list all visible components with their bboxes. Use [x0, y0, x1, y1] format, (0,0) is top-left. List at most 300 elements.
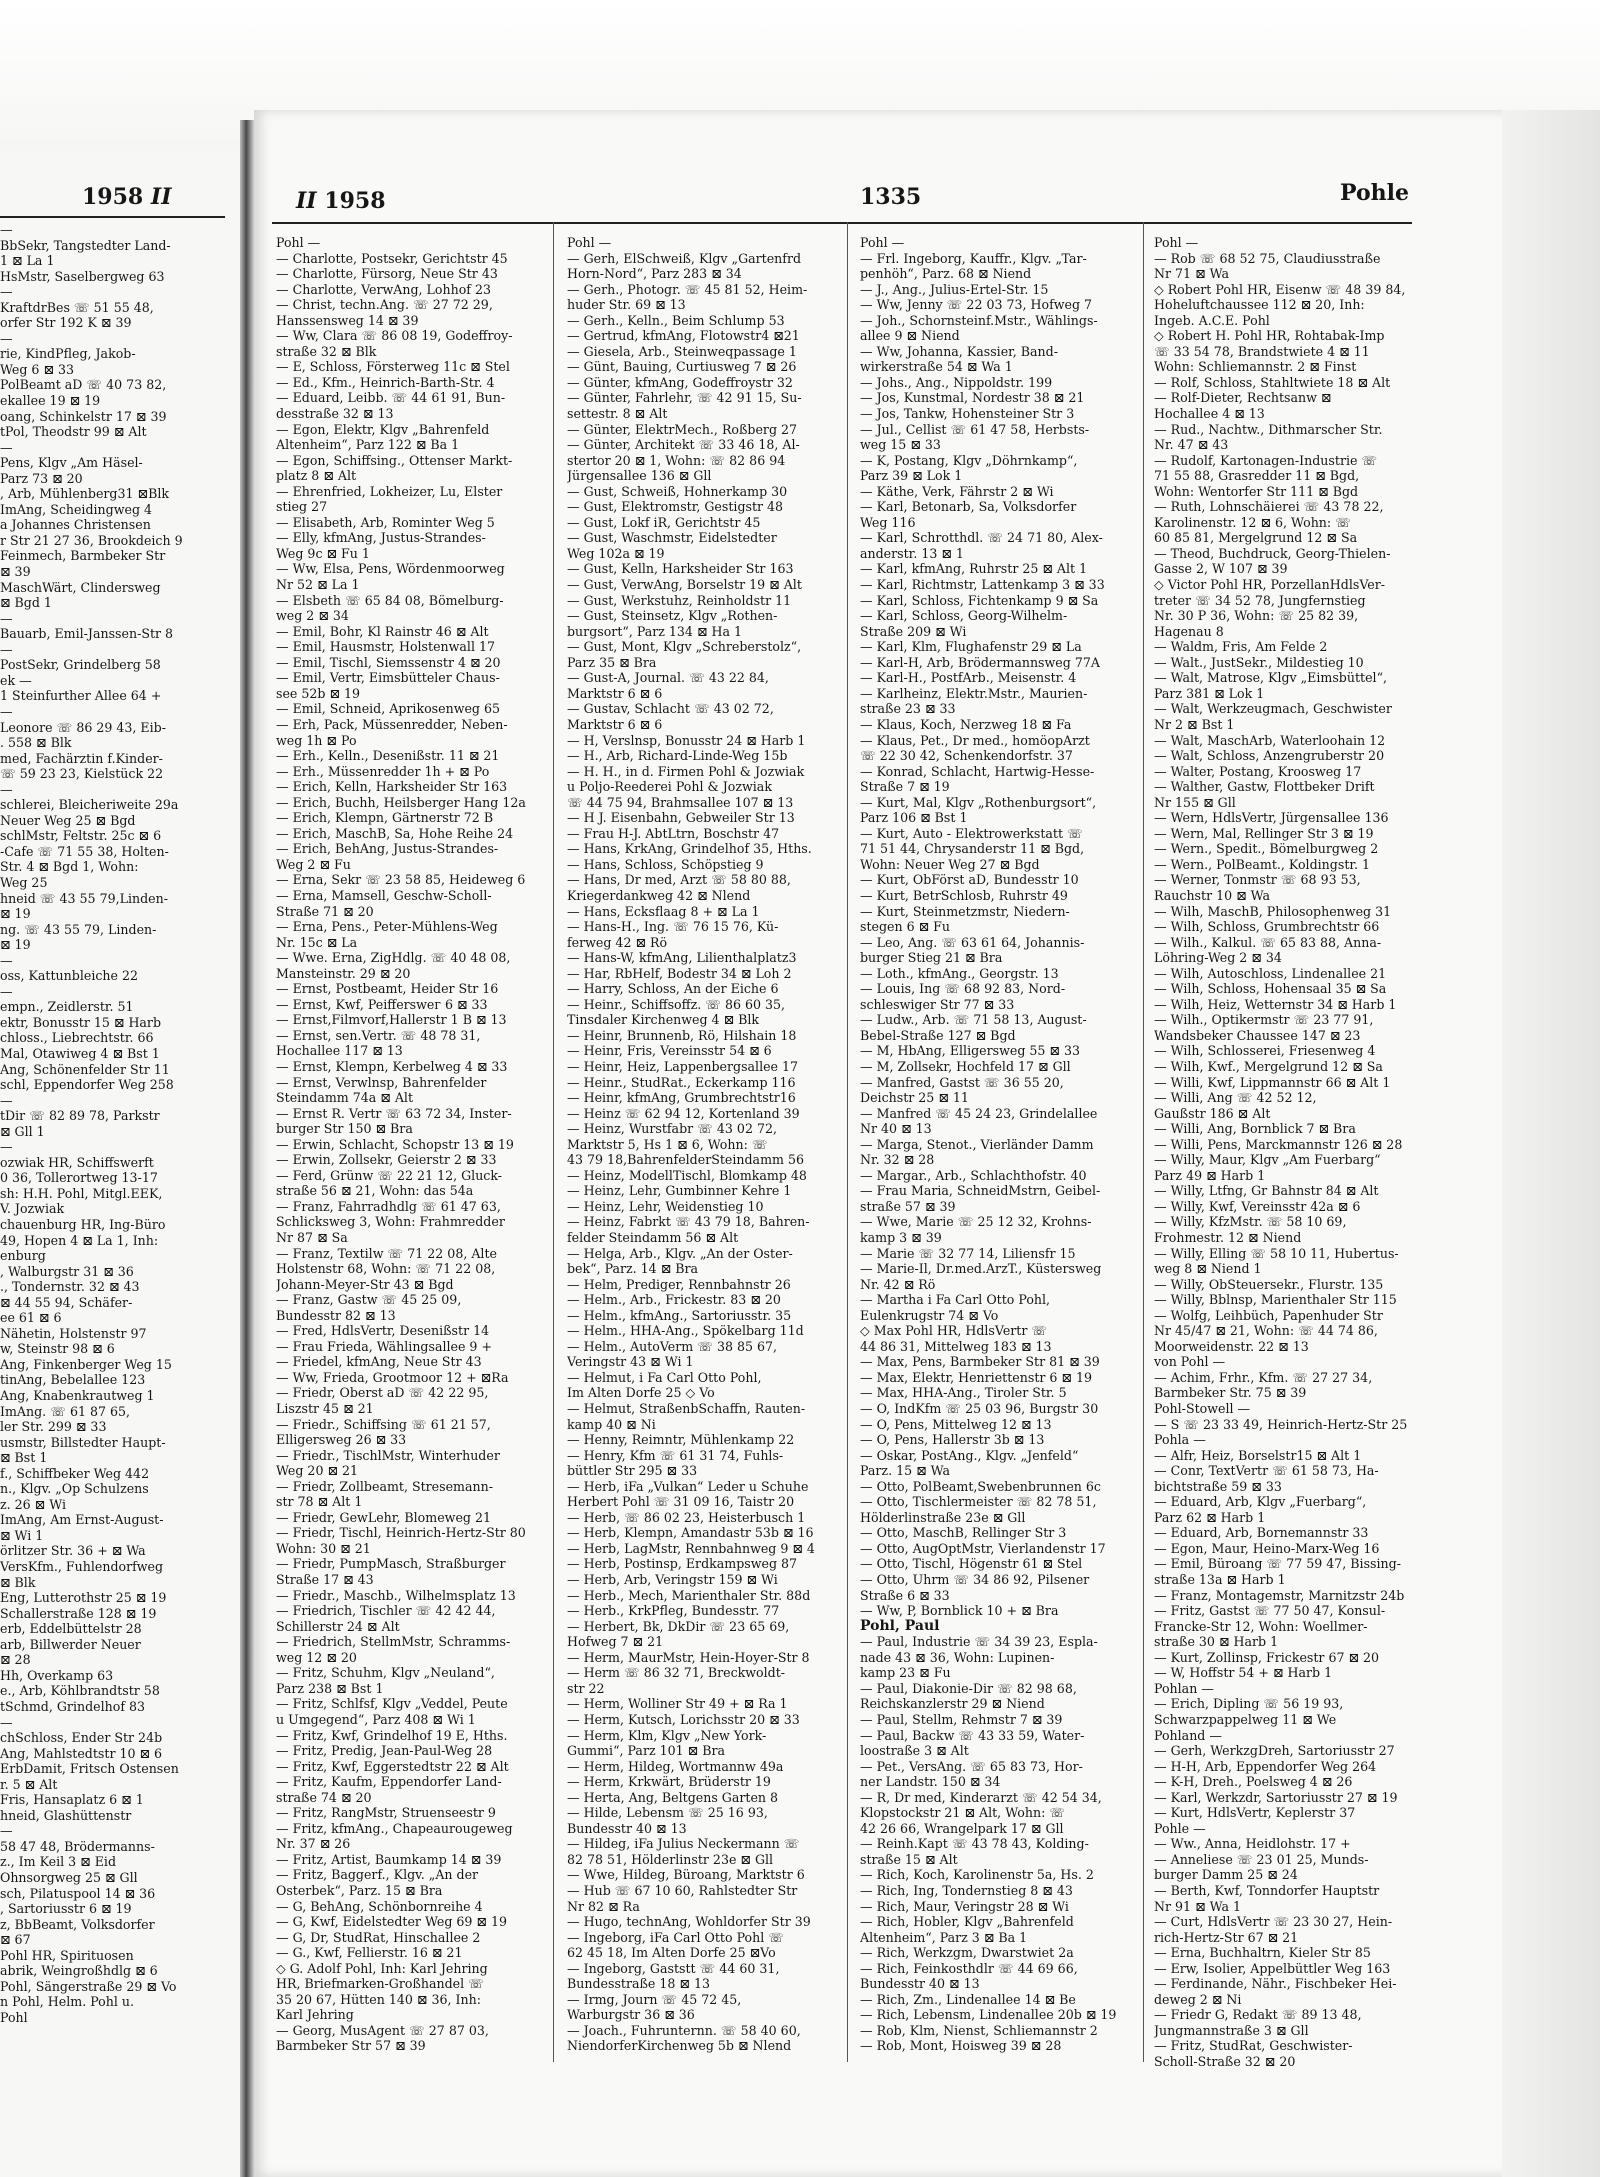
directory-line: — Franz, Montagemstr, Marnitzstr 24b [1154, 1587, 1405, 1603]
directory-line: HsMstr, Saselbergweg 63 [0, 268, 165, 284]
directory-line: Jungmannstraße 3 ⊠ Gll [1154, 2022, 1309, 2038]
directory-line: wirkerstraße 54 ⊠ Wa 1 [860, 359, 1013, 375]
directory-line: — Herm, MaurMstr, Hein-Hoyer-Str 8 [567, 1649, 810, 1665]
directory-line: — Gust, Elektromstr, Gestigstr 48 [567, 499, 784, 515]
directory-line: — Otto, PolBeamt,Swebenbrunnen 6c [860, 1478, 1101, 1494]
directory-line: straße 32 ⊠ Blk [276, 343, 377, 359]
directory-line: — O, Pens, Hallerstr 3b ⊠ 13 [860, 1432, 1045, 1448]
directory-line: Nr. 47 ⊠ 43 [1154, 437, 1229, 453]
directory-line: Wohn: Wentorfer Str 111 ⊠ Bgd [1154, 483, 1359, 499]
directory-line: — Gust, Waschmstr, Eidelstedter [567, 530, 777, 546]
directory-line: — Heinz, Wurstfabr ☏ 43 02 72, [567, 1121, 777, 1137]
right-page-year: 1958 [324, 188, 386, 214]
directory-line: Nähetin, Holstenstr 97 [0, 1325, 147, 1341]
directory-line: — Wilh, Schlosserei, Friesenweg 4 [1154, 1043, 1376, 1059]
directory-line: ⊠ 28 [0, 1652, 31, 1668]
directory-line: — Helm., AutoVerm ☏ 38 85 67, [567, 1338, 778, 1354]
directory-line: Nr. 30 P 36, Wohn: ☏ 25 82 39, [1154, 608, 1359, 624]
directory-line: — Wilh, MaschB, Philosophenweg 31 [1154, 903, 1392, 919]
directory-line: stegen 6 ⊠ Fu [860, 919, 951, 935]
directory-line: — Ferdinande, Nähr., Fischbeker Hei- [1154, 1976, 1397, 1992]
directory-line: — Herb, Postinsp, Erdkampsweg 87 [567, 1556, 798, 1572]
directory-line: ferweg 42 ⊠ Rö [567, 934, 668, 950]
directory-line: — O, IndKfm ☏ 25 03 96, Burgstr 30 [860, 1401, 1099, 1417]
directory-line: — Wwe. Erna, ZigHdlg. ☏ 40 48 08, [276, 950, 511, 966]
directory-line: — Erna, Sekr ☏ 23 58 85, Heideweg 6 [276, 872, 526, 888]
directory-line: Ang, Schönenfelder Str 11 [0, 1061, 170, 1077]
directory-line: — Ernst, sen.Vertr. ☏ 48 78 31, [276, 1027, 481, 1043]
directory-line: — Erich, MaschB, Sa, Hohe Reihe 24 [276, 825, 514, 841]
directory-column-2 [567, 235, 845, 2070]
directory-line: z, BbBeamt, Volksdorfer [0, 1916, 155, 1932]
directory-line: — Rich, Ing, Tondernstieg 8 ⊠ 43 [860, 1882, 1073, 1898]
directory-line: — Karl, Klm, Flughafenstr 29 ⊠ La [860, 639, 1082, 655]
directory-line: — [0, 284, 13, 300]
directory-line: — Fritz, Artist, Baumkamp 14 ⊠ 39 [276, 1851, 502, 1867]
directory-column-1 [276, 235, 550, 2070]
directory-line: Elligersweg 26 ⊠ 33 [276, 1432, 407, 1448]
directory-line: — Paul, Industrie ☏ 34 39 23, Espla- [860, 1634, 1098, 1650]
directory-line: Weg 6 ⊠ 33 [0, 361, 75, 377]
directory-line: ◇ Robert H. Pohl HR, Rohtabak-Imp [1154, 328, 1385, 344]
directory-line: — Fritz, Kaufm, Eppendorfer Land- [276, 1774, 502, 1790]
directory-line: — Emil, Vertr, Eimsbütteler Chaus- [276, 670, 500, 686]
page-number: 1335 [860, 184, 922, 210]
directory-line: 62 45 18, Im Alten Dorfe 25 ⊠Vo [567, 1945, 776, 1961]
directory-line: — Klaus, Pet., Dr med., homöopArzt [860, 732, 1090, 748]
directory-line: ee 61 ⊠ 6 [0, 1310, 62, 1326]
directory-line: — Fred, HdlsVertr, Desenißstr 14 [276, 1323, 490, 1339]
directory-line: Weg 102a ⊠ 19 [567, 545, 665, 561]
directory-line: — Gust-A, Journal. ☏ 43 22 84, [567, 670, 769, 686]
directory-line: 35 20 67, Hütten 140 ⊠ 36, Inh: [276, 1991, 481, 2007]
directory-line: Parz 381 ⊠ Lok 1 [1154, 685, 1265, 701]
directory-line: — Kurt, Auto - Elektrowerkstatt ☏ [860, 825, 1083, 841]
directory-line: — Marga, Stenot., Vierländer Damm [860, 1136, 1094, 1152]
directory-line: — Helmut, i Fa Carl Otto Pohl, [567, 1369, 762, 1385]
directory-line: — Heinr, kfmAng, Grumbrechtstr16 [567, 1090, 796, 1106]
directory-line: — [0, 641, 13, 657]
directory-line: Eulenkrugstr 74 ⊠ Vo [860, 1307, 999, 1323]
directory-line: — Charlotte, Postsekr, Gerichtstr 45 [276, 250, 508, 266]
directory-line: weg 8 ⊠ Niend 1 [1154, 1261, 1262, 1277]
column-divider-2 [847, 222, 848, 2062]
directory-line: burger Damm 25 ⊠ 24 [1154, 1867, 1298, 1883]
directory-column-4 [1154, 235, 1440, 2070]
directory-line: — Günt, Bauing, Curtiusweg 7 ⊠ 26 [567, 359, 797, 375]
directory-line: — H., Arb, Richard-Linde-Weg 15b [567, 748, 788, 764]
directory-line: — Manfred, Gastst ☏ 36 55 20, [860, 1074, 1064, 1090]
directory-line: — G., Kwf, Fellierstr. 16 ⊠ 21 [276, 1945, 463, 1961]
directory-line: — Herm, Hildeg, Wortmannw 49a [567, 1758, 784, 1774]
directory-line: — Reinh.Kapt ☏ 43 78 43, Kolding- [860, 1836, 1089, 1852]
directory-line: — Louis, Ing ☏ 68 92 83, Nord- [860, 981, 1066, 997]
directory-line: — Helm, Prediger, Rennbahnstr 26 [567, 1276, 791, 1292]
right-page-header-rule [272, 222, 1412, 224]
directory-line: straße 23 ⊠ 33 [860, 701, 956, 717]
directory-line: empn., Zeidlerstr. 51 [0, 999, 134, 1015]
directory-line: settestr. 8 ⊠ Alt [567, 406, 668, 422]
directory-line: — Conr, TextVertr ☏ 61 58 73, Ha- [1154, 1463, 1379, 1479]
directory-line: — Berth, Kwf, Tonndorfer Hauptstr [1154, 1882, 1380, 1898]
directory-line: Fris, Hansaplatz 6 ⊠ 1 [0, 1792, 144, 1808]
directory-line: — Willi, Ang ☏ 42 52 12, [1154, 1090, 1317, 1106]
directory-line: tDir ☏ 82 89 78, Parkstr [0, 1108, 160, 1124]
directory-line: — Gust, Werkstuhz, Reinholdstr 11 [567, 592, 792, 608]
directory-line: — Hub ☏ 67 10 60, Rahlstedter Str [567, 1882, 798, 1898]
directory-line: — Klaus, Koch, Nerzweg 18 ⊠ Fa [860, 716, 1072, 732]
directory-line: — H J. Eisenbahn, Gebweiler Str 13 [567, 810, 795, 826]
directory-line: — Günter, Architekt ☏ 33 46 18, Al- [567, 437, 800, 453]
directory-line: sh: H.H. Pohl, Mitgl.EEK, [0, 1185, 163, 1201]
directory-line: — Erna, Buchhaltrn, Kieler Str 85 [1154, 1945, 1371, 1961]
directory-line: — Gustav, Schlacht ☏ 43 02 72, [567, 701, 774, 717]
directory-line: Bauarb, Emil-Janssen-Str 8 [0, 626, 174, 642]
directory-line: — Herm, Klm, Klgv „New York- [567, 1727, 767, 1743]
directory-line: — Kurt, Steinmetzmstr, Niedern- [860, 903, 1070, 919]
directory-line: — Gust, Steinsetz, Klgv „Rothen- [567, 608, 778, 624]
directory-line: ., Tondernstr. 32 ⊠ 43 [0, 1279, 140, 1295]
directory-line: — Friedr., TischlMstr, Winterhuder [276, 1447, 500, 1463]
directory-line: ◇ Max Pohl HR, HdlsVertr ☏ [860, 1323, 1048, 1339]
directory-line: — Walt., JustSekr., Mildestieg 10 [1154, 654, 1364, 670]
directory-line: Horn-Nord“, Parz 283 ⊠ 34 [567, 266, 742, 282]
directory-line: Ang, Knabenkrautweg 1 [0, 1388, 155, 1404]
directory-line: Bundesstraße 18 ⊠ 13 [567, 1976, 710, 1992]
directory-line: — Wilh, Autoschloss, Lindenallee 21 [1154, 965, 1387, 981]
directory-line: Wandsbeker Chaussee 147 ⊠ 23 [1154, 1027, 1361, 1043]
directory-line: — Ernst, Klempn, Kerbelweg 4 ⊠ 33 [276, 1058, 508, 1074]
directory-line: — Erh., Müssenredder 1h + ⊠ Po [276, 763, 490, 779]
directory-line: 1 Steinfurther Allee 64 + [0, 688, 162, 704]
directory-line: — Gerh., Kelln., Beim Schlump 53 [567, 312, 785, 328]
directory-line: med, Fachärztin f.Kinder- [0, 750, 163, 766]
directory-line: allee 9 ⊠ Niend [860, 328, 960, 344]
directory-line: — [0, 1714, 13, 1730]
directory-line: 71 51 44, Chrysanderstr 11 ⊠ Bgd, [860, 841, 1085, 857]
directory-line: — Ehrenfried, Lokheizer, Lu, Elster [276, 483, 503, 499]
directory-line: — Ernst, Verwlnsp, Bahrenfelder [276, 1074, 487, 1090]
directory-line: tSchmd, Grindelhof 83 [0, 1698, 146, 1714]
directory-line: — Käthe, Verk, Fährstr 2 ⊠ Wi [860, 483, 1054, 499]
directory-line: Hanssensweg 14 ⊠ 39 [276, 312, 419, 328]
directory-line: Nr 2 ⊠ Bst 1 [1154, 716, 1235, 732]
directory-line: Pohl — [567, 235, 612, 250]
directory-line: — Herm, Wolliner Str 49 + ⊠ Ra 1 [567, 1696, 788, 1712]
directory-line: ☏ 33 54 78, Brandstwiete 4 ⊠ 11 [1154, 343, 1370, 359]
directory-line: deweg 2 ⊠ Ni [1154, 1991, 1242, 2007]
directory-line: , Arb, Mühlenberg31 ⊠Blk [0, 486, 169, 502]
directory-line: Scholl-Straße 32 ⊠ 20 [1154, 2053, 1296, 2069]
directory-line: — Friedr, Zollbeamt, Stresemann- [276, 1478, 493, 1494]
directory-line: — Rich, Koch, Karolinenstr 5a, Hs. 2 [860, 1867, 1094, 1883]
directory-line: , Walburgstr 31 ⊠ 36 [0, 1263, 134, 1279]
directory-line: — Günter, Fahrlehr, ☏ 42 91 15, Su- [567, 390, 802, 406]
directory-line: abrik, Weingroßhdlg ⊠ 6 [0, 1963, 158, 1979]
directory-line: — Erich, Kelln, Harksheider Str 163 [276, 779, 508, 795]
directory-line: u Poljo-Reederei Pohl & Jozwiak [567, 779, 772, 795]
directory-line: — Rud., Nachtw., Dithmarscher Str. [1154, 421, 1383, 437]
directory-line: — Gust, VerwAng, Borselstr 19 ⊠ Alt [567, 577, 802, 593]
directory-line: 60 85 81, Mergelgrund 12 ⊠ Sa [1154, 530, 1358, 546]
directory-line: -Cafe ☏ 71 55 38, Holten- [0, 843, 169, 859]
directory-line: — Emil, Schneid, Aprikosenweg 65 [276, 701, 501, 717]
directory-line: büttler Str 295 ⊠ 33 [567, 1463, 698, 1479]
directory-line: — Gust, Kelln, Harksheider Str 163 [567, 561, 794, 577]
directory-line: Nr 52 ⊠ La 1 [276, 577, 360, 593]
directory-line: — W, Hoffstr 54 + ⊠ Harb 1 [1154, 1665, 1333, 1681]
directory-line: — Kurt, HdlsVertr, Keplerstr 37 [1154, 1805, 1356, 1821]
directory-line: — Curt, HdlsVertr ☏ 23 30 27, Hein- [1154, 1914, 1393, 1930]
directory-line: 44 86 31, Mittelweg 183 ⊠ 13 [860, 1338, 1052, 1354]
directory-line: bichtstraße 59 ⊠ 33 [1154, 1478, 1282, 1494]
directory-line: enburg [0, 1248, 46, 1264]
directory-line: Schillerstr 24 ⊠ Alt [276, 1618, 400, 1634]
directory-line: ◇ G. Adolf Pohl, Inh: Karl Jehring [276, 1960, 488, 1976]
directory-line: Parz 73 ⊠ 20 [0, 470, 83, 486]
directory-line: Weg 116 [860, 514, 916, 530]
directory-line: Steindamm 74a ⊠ Alt [276, 1090, 414, 1106]
directory-line: — Hans, KrkAng, Grindelhof 35, Hths. [567, 841, 812, 857]
directory-line: chauenburg HR, Ing-Büro [0, 1217, 166, 1232]
directory-line: Moorweidenstr. 22 ⊠ 13 [1154, 1338, 1309, 1354]
directory-line: — Egon, Maur, Heino-Marx-Weg 16 [1154, 1540, 1380, 1556]
directory-line: — Fritz, Predig, Jean-Paul-Weg 28 [276, 1743, 493, 1759]
directory-line: — Karl, Richtmstr, Lattenkamp 3 ⊠ 33 [860, 577, 1105, 593]
directory-line: Schwarzpappelweg 11 ⊠ We [1154, 1711, 1337, 1727]
directory-line: — Margar., Arb., Schlachthofstr. 40 [860, 1167, 1087, 1183]
directory-line: — Wilh, Heiz, Wetternstr 34 ⊠ Harb 1 [1154, 996, 1397, 1012]
directory-line: Marktstr 6 ⊠ 6 [567, 685, 663, 701]
directory-line: Ang, Mahlstedtstr 10 ⊠ 6 [0, 1745, 163, 1761]
left-page-column [0, 222, 225, 2172]
directory-line: — Gust, Schweiß, Hohnerkamp 30 [567, 483, 788, 499]
directory-line: — Anneliese ☏ 23 01 25, Munds- [1154, 1851, 1369, 1867]
directory-line: ⊠ Blk [0, 1574, 36, 1590]
directory-line: Feinmech, Barmbeker Str [0, 548, 166, 564]
directory-line: felder Steindamm 56 ⊠ Alt [567, 1230, 739, 1245]
directory-line: — Marie ☏ 32 77 14, Liliensfr 15 [860, 1245, 1076, 1261]
directory-line: — Walt, Werkzeugmach, Geschwister [1154, 701, 1392, 717]
directory-line: — Herm, Krkwärt, Brüderstr 19 [567, 1774, 771, 1790]
directory-line: — Oskar, PostAng., Klgv. „Jenfeld“ [860, 1447, 1079, 1463]
directory-line: penhöh“, Parz. 68 ⊠ Niend [860, 266, 1032, 282]
directory-line: — Otto, Uhrm ☏ 34 86 92, Pilsener [860, 1572, 1090, 1588]
left-page-header [82, 184, 172, 210]
directory-line: hneid, Glashüttenstr [0, 1807, 132, 1823]
directory-line: — S ☏ 23 33 49, Heinrich-Hertz-Str 25 [1154, 1416, 1408, 1432]
directory-line: — H-H, Arb, Eppendorfer Weg 264 [1154, 1758, 1377, 1774]
directory-line: weg 1h ⊠ Po [276, 732, 357, 748]
directory-line: — Ernst, Kwf, Peifferswег 6 ⊠ 33 [276, 996, 488, 1012]
directory-line: — Har, RbHelf, Bodestr 34 ⊠ Loh 2 [567, 965, 792, 981]
directory-line: Pohl — [1154, 235, 1199, 250]
directory-line: — Elisabeth, Arb, Rominter Weg 5 [276, 514, 495, 530]
directory-line: Osterbek“, Parz. 15 ⊠ Bra [276, 1882, 443, 1898]
directory-line: MaschWärt, Clindersweg [0, 579, 161, 595]
directory-line: — Hans-W, kfmAng, Lilienthalplatz3 [567, 950, 797, 966]
directory-line: Gaußstr 186 ⊠ Alt [1154, 1105, 1271, 1121]
directory-line: ⊠ Bst 1 [0, 1450, 48, 1466]
directory-line: — Willy, Ltfng, Gr Bahnstr 84 ⊠ Alt [1154, 1183, 1379, 1199]
directory-line: — Helm., HHA-Ang., Spökelbarg 11d [567, 1323, 804, 1339]
directory-line: — Friedr., Schiffsing ☏ 61 21 57, [276, 1416, 491, 1432]
directory-line: straße 74 ⊠ 20 [276, 1789, 372, 1805]
directory-line: — [0, 952, 13, 968]
directory-line: — Kurt, Zollinsp, Frickestr 67 ⊠ 20 [1154, 1649, 1380, 1665]
directory-line: — Eduard, Leibb. ☏ 44 61 91, Bun- [276, 390, 506, 406]
directory-line: örlitzer Str. 36 + ⊠ Wa [0, 1543, 146, 1559]
directory-line: — Wilh, Kwf., Mergelgrund 12 ⊠ Sa [1154, 1058, 1383, 1074]
directory-line: — Erich, Dipling ☏ 56 19 93, [1154, 1696, 1344, 1712]
directory-line: Schlicksweg 3, Wohn: Frahmredder [276, 1214, 505, 1230]
directory-line: Johann-Meyer-Str 43 ⊠ Bgd [276, 1276, 454, 1292]
directory-line: — Emil, Bohr, Kl Rainstr 46 ⊠ Alt [276, 623, 489, 639]
directory-line: — Wolfg, Leihbüch, Papenhuder Str [1154, 1307, 1383, 1323]
directory-line: Herbert Pohl ☏ 31 09 16, Taistr 20 [567, 1494, 795, 1510]
directory-line: sch, Pilatuspool 14 ⊠ 36 [0, 1885, 156, 1901]
directory-line: Nr 45/47 ⊠ 21, Wohn: ☏ 44 74 86, [1154, 1323, 1378, 1339]
directory-line: — Waldm, Fris, Am Felde 2 [1154, 639, 1328, 655]
directory-line: Karl Jehring [276, 2007, 354, 2023]
directory-line: Nr. 32 ⊠ 28 [860, 1152, 935, 1168]
directory-line: — Fritz, Gastst ☏ 77 50 47, Konsul- [1154, 1603, 1386, 1619]
directory-line: Nr. 37 ⊠ 26 [276, 1836, 351, 1852]
directory-line: Nr 82 ⊠ Ra [567, 1898, 640, 1914]
directory-line: — Karl, Schloss, Fichtenkamp 9 ⊠ Sa [860, 592, 1099, 608]
directory-line: Barmbeker Str 57 ⊠ 39 [276, 2038, 426, 2054]
directory-line: — Herta, Ang, Beltgens Garten 8 [567, 1789, 779, 1805]
directory-line: — Helm., Arb., Frickestr. 83 ⊠ 20 [567, 1292, 781, 1308]
directory-line: Neuer Weg 25 ⊠ Bgd [0, 812, 136, 828]
directory-line: — Ww, Elsa, Pens, Wördenmoorweg [276, 561, 505, 577]
directory-line: — K-H, Dreh., Poelsweg 4 ⊠ 26 [1154, 1774, 1353, 1790]
directory-line: 43 79 18,BahrenfelderSteindamm 56 [567, 1152, 804, 1168]
directory-line: — Erich, BehAng, Justus-Strandes- [276, 841, 499, 857]
directory-line: — Fritz, Kwf, Grindelhof 19 E, Hths. [276, 1727, 508, 1743]
directory-line: — Herb, LagMstr, Rennbahnweg 9 ⊠ 4 [567, 1540, 815, 1556]
directory-line: — Franz, Textilw ☏ 71 22 08, Alte [276, 1245, 497, 1261]
directory-line: Tinsdaler Kirchenweg 4 ⊠ Blk [567, 1012, 760, 1028]
directory-line: Pens, Klgv „Am Häsel- [0, 455, 143, 471]
directory-line: — Otto, MaschB, Rellinger Str 3 [860, 1525, 1067, 1541]
directory-line: — Gerh., Photogr. ☏ 45 81 52, Heim- [567, 281, 808, 297]
directory-line: straße 57 ⊠ 39 [860, 1198, 956, 1214]
directory-line: Parz 238 ⊠ Bst 1 [276, 1680, 384, 1696]
directory-line: Bundesstr 40 ⊠ 13 [860, 1976, 980, 1992]
directory-line: — Fritz, Schuhm, Klgv „Neuland“, [276, 1665, 495, 1681]
directory-line: — [0, 439, 13, 455]
directory-line: — Heinr, Brunnenb, Rö, Hilshain 18 [567, 1027, 797, 1043]
directory-line: NiendorferKirchenweg 5b ⊠ Nlend [567, 2038, 792, 2054]
directory-line: — Willy, Kwf, Vereinsstr 42a ⊠ 6 [1154, 1198, 1361, 1214]
directory-line: — Willy, ObSteuersekr., Flurstr. 135 [1154, 1276, 1384, 1292]
directory-line: r Str 21 27 36, Brookdeich 9 [0, 532, 183, 548]
directory-line: — Wern., Spedit., Bömelburgweg 2 [1154, 841, 1379, 857]
directory-line: — Martha i Fa Carl Otto Pohl, [860, 1292, 1051, 1308]
directory-line: — Eduard, Arb, Klgv „Fuerbarg“, [1154, 1494, 1367, 1510]
directory-line: Nr 87 ⊠ Sa [276, 1230, 348, 1245]
directory-line: 82 78 51, Hölderlinstr 23e ⊠ Gll [567, 1851, 774, 1867]
directory-line: Hagenau 8 [1154, 623, 1224, 639]
directory-line: — Frau Frieda, Wählingsallee 9 + [276, 1338, 492, 1354]
directory-line: — Manfred ☏ 45 24 23, Grindelallee [860, 1105, 1098, 1121]
left-page-roman: II [150, 184, 172, 210]
directory-line: burgsort“, Parz 134 ⊠ Ha 1 [567, 623, 743, 639]
directory-line: — Gerh, WerkzgDreh, Sartoriusstr 27 [1154, 1743, 1395, 1759]
directory-line: Parz 35 ⊠ Bra [567, 654, 657, 670]
directory-line: — Helmut, StraßenbSchaffn, Rauten- [567, 1401, 806, 1417]
directory-line: — Ernst, Postbeamt, Heider Str 16 [276, 981, 499, 997]
directory-line: — G, Kwf, Eidelstedter Weg 69 ⊠ 19 [276, 1914, 508, 1930]
directory-line: huder Str. 69 ⊠ 13 [567, 297, 686, 313]
directory-line: Im Alten Dorfe 25 ◇ Vo [567, 1385, 715, 1401]
directory-line: — Egon, Schiffsing., Ottenser Markt- [276, 452, 513, 468]
directory-line: Str. 4 ⊠ Bgd 1, Wohn: [0, 859, 139, 875]
directory-line: Löhring-Weg 2 ⊠ 34 [1154, 950, 1282, 966]
directory-line: — Rich, Werkzgm, Dwarstwiet 2a [860, 1945, 1074, 1961]
directory-line: Holstenstr 68, Wohn: ☏ 71 22 08, [276, 1261, 496, 1277]
directory-line: — Joh., Schornsteinf.Mstr., Wählings- [860, 312, 1098, 328]
directory-line: ler Str. 299 ⊠ 33 [0, 1419, 107, 1435]
directory-line: Pohl — [276, 235, 321, 250]
directory-line: — Henry, Kfm ☏ 61 31 74, Fuhls- [567, 1447, 784, 1463]
directory-line: Parz 49 ⊠ Harb 1 [1154, 1167, 1266, 1183]
catchword: Pohle [1340, 180, 1409, 206]
directory-line: — Heinz, Lehr, Gumbinner Kehre 1 [567, 1183, 792, 1199]
left-page [0, 150, 240, 2177]
directory-line: — Ruth, Lohnschäierei ☏ 43 78 22, [1154, 499, 1384, 515]
directory-line: — Hugo, technAng, Wohldorfer Str 39 [567, 1914, 811, 1930]
directory-line: — [0, 983, 13, 999]
directory-line: ⊠ 19 [0, 906, 31, 922]
directory-line: Pohl HR, Spirituosen [0, 1947, 134, 1963]
directory-line: — Pet., VersAng. ☏ 65 83 73, Hor- [860, 1758, 1083, 1774]
directory-line: Pohl [0, 2009, 28, 2025]
directory-line: — H, Verslnsp, Bonusstr 24 ⊠ Harb 1 [567, 732, 806, 748]
directory-line: kamp 40 ⊠ Ni [567, 1416, 656, 1432]
directory-line: — Jos, Kunstmal, Nordestr 38 ⊠ 21 [860, 390, 1085, 406]
directory-line: — Wilh., Optikermstr ☏ 23 77 91, [1154, 1012, 1374, 1028]
directory-line: ⊠ 44 55 94, Schäfer- [0, 1294, 133, 1310]
directory-line: — Werner, Tonmstr ☏ 68 93 53, [1154, 872, 1361, 888]
directory-line: Nr 40 ⊠ 13 [860, 1121, 932, 1137]
directory-line: — Walter, Postang, Kroosweg 17 [1154, 763, 1362, 779]
directory-line: Ang, Finkenberger Weg 15 [0, 1356, 172, 1372]
directory-line: Marktstr 6 ⊠ 6 [567, 716, 663, 732]
directory-line: — Charlotte, Fürsorg, Neue Str 43 [276, 266, 498, 282]
directory-line: — Loth., kfmAng., Georgstr. 13 [860, 965, 1059, 981]
directory-line: ImAng, Scheidingweg 4 [0, 501, 153, 517]
directory-line: — Irmg, Journ ☏ 45 72 45, [567, 1991, 742, 2007]
directory-line: — Wilh, Schloss, Grumbrechtstr 66 [1154, 919, 1380, 935]
directory-line: — Ww, Frieda, Grootmoor 12 + ⊠Ra [276, 1369, 509, 1385]
directory-line: — R, Dr med, Kinderarzt ☏ 42 54 34, [860, 1789, 1102, 1805]
directory-line: — Hilde, Lebensm ☏ 25 16 93, [567, 1805, 768, 1821]
directory-line: Eng, Lutterothstr 25 ⊠ 19 [0, 1590, 167, 1606]
directory-line: Straße 71 ⊠ 20 [276, 903, 374, 919]
directory-line: Nr. 42 ⊠ Rö [860, 1276, 936, 1292]
directory-line: Pohl-Stowell — [1154, 1401, 1251, 1417]
directory-line: — Wern, Mal, Rellinger Str 3 ⊠ 19 [1154, 825, 1374, 841]
directory-line: — Friedrich, Tischler ☏ 42 42 44, [276, 1603, 496, 1619]
directory-line: — Fritz, RangMstr, Struenseestr 9 [276, 1805, 496, 1821]
directory-line: Jürgensallee 136 ⊠ Gll [567, 468, 712, 484]
directory-line: — E, Schloss, Försterweg 11c ⊠ Stel [276, 359, 510, 375]
directory-line: — Herb., Mech, Marienthaler Str. 88d [567, 1587, 811, 1603]
directory-line: Wohn: 30 ⊠ 21 [276, 1540, 371, 1556]
directory-line: oang, Schinkelstr 17 ⊠ 39 [0, 408, 167, 424]
